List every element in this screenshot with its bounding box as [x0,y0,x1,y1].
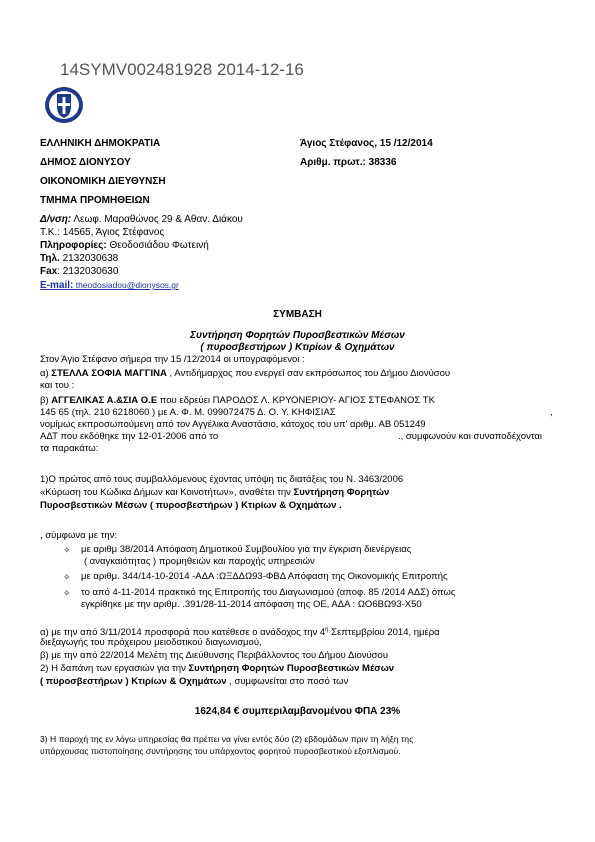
clause2-agreed: , συμφωνείται στο ποσό των [226,676,349,687]
address-value: Λεωφ. Μαραθώνος 29 & Αθαν. Διάκου [71,214,243,225]
contract-title: ΣΥΜΒΑΣΗ [273,309,322,320]
clause2-subject-cont: ( πυροσβεστήρων ) Κτιρίων & Οχημάτων [40,676,227,687]
contract-subject-line1: Συντήρηση Φορητών Πυροσβεστικών Μέσων [190,330,405,341]
basis-item-3-line2: εγκρίθηκε με την αριθμ. .391/28-11-2014 απόφαση της ΟΕ, ΑΔΑ : ΩΟ6ΒΩ93-Χ50 [81,599,422,610]
party-b-line4b: ., συμφωνούν και συναποδέχονται [398,431,543,442]
postal-code-line: Τ.Κ.: 14565, Άγιος Στέφανος [40,227,165,238]
info-label: Πληροφορίες: [40,240,107,251]
clause1-line1: 1)Ο πρώτος από τους συμβαλλόμενους έχοντας υπόψη τις διατάξεις του Ν. 3463/2006 [40,474,404,485]
info-line [40,240,209,253]
offer-superscript: η [325,627,329,633]
clause1-line2 [40,487,389,499]
basis-item-1-line2: ( αναγκαιότητας ) προμηθειών και παροχής υπηρεσιών [84,556,315,567]
fax-label: Fax [40,266,58,277]
party-a-prefix: α) [40,368,52,379]
phone-label: Τηλ. [40,253,60,264]
info-value: Θεοδοσιάδου Φωτεινή [106,240,209,251]
header-republic: ΕΛΛΗΝΙΚΗ ΔΗΜΟΚΡΑΤΙΑ [40,138,161,149]
contract-amount: 1624,84 € συμπεριλαμβανομένου ΦΠΑ 23% [194,706,401,717]
party-b-line2: 145 65 (τηλ. 210 6218060 ) με Α. Φ. Μ. 099072475 Δ. Ο. Υ. ΚΗΦΙΣΙΑΣ [40,407,336,418]
document-id: 14SYMV002481928 2014-12-16 [60,60,304,79]
header-directorate: ΟΙΚΟΝΟΜΙΚΗ ΔΙΕΥΘΥΝΣΗ [40,176,166,187]
offer-line2: διεξαγωγής του πρόχειρου μειοδοτικού διαγωνισμού, [40,637,262,648]
clause2-line1 [40,663,394,675]
phone-line [40,253,118,266]
party-b-seat: που εδρεύει ΠΑΡΟΔΟΣ Λ. ΚΡΥΟΝΕΡΙΟΥ- ΑΓΙΟΣ ΣΤΕΦΑΝΟΣ ΤΚ [157,395,435,406]
basis-item-3-line1: το από 4-11-2014 πρακτικό της Επιτροπής του Διαγωνισμού (αποφ. 85 /2014 ΑΔΣ) όπως [81,587,456,598]
party-b-line4a: ΑΔΤ που εκδόθηκε την 12-01-2006 από το [40,431,219,442]
clause2-subject: Συντήρηση Φορητών Πυροσβεστικών Μέσων [188,663,395,674]
fax-value: : 2132030630 [57,266,119,277]
clause1-law-text: «Κύρωση του Κώδικα Δήμων και Κοινοτήτων», αναθέτει την [40,487,294,498]
offer-text: α) με την από 3/11/2014 προσφορά που κατέθεσε ο ανάδοχος την 4 [40,627,326,639]
basis-item-2: με αριθμ. 344/14-10-2014 -ΑΔΑ :ΩΞΔΔΩ93-ΦΒΔ Απόφαση της Οικονομικής Επιτροπής [81,571,448,582]
study-line: β) με την από 22/2014 Μελέτη της Διεύθυνσης Περιβάλλοντος του Δήμου Διονύσου [40,650,389,661]
party-a-line2: και του : [40,380,75,391]
bullet-icon: ✧ [63,545,71,555]
address-line [40,214,243,227]
place-date: Άγιος Στέφανος, 15 /12/2014 [300,138,433,149]
party-b-line3: νομίμως εκπροσωπούμενη από τον Αγγέλικα Αναστάσιο, κάτοχος του υπ' αριθμ. ΑΒ 051249 [40,419,426,430]
email-label: E-mail: [40,280,74,291]
phone-value: 2132030638 [59,253,119,264]
header-municipality: ΔΗΜΟΣ ΔΙΟΝΥΣΟΥ [40,157,131,168]
clause2-line2 [40,676,348,688]
party-b-prefix: β) [40,395,52,406]
clause2-text: 2) Η δαπάνη των εργασιών για την [40,663,189,674]
intro-line: Στον Άγιο Στέφανο σήμερα την 15 /12/2014 οι υπογραφόμενοι : [40,354,305,365]
email-line [40,279,179,293]
basis-item-1-line1: με αριθμ 38/2014 Απόφαση Δημοτικού Συμβουλίου για την έγκριση διενέργειας [81,544,412,555]
party-a-role: , Αντιδήμαρχος που ενεργεί σαν εκπρόσωπος του Δήμου Διονύσου [166,368,451,379]
according-line: , σύμφωνα με την: [40,530,118,541]
party-a-name: ΣΤΕΛΛΑ ΣΟΦΙΑ ΜΑΓΓΙΝΑ [51,368,167,379]
fax-line [40,266,118,279]
bullet-icon: ✧ [63,588,71,598]
clause3-line1: 3) Η παροχή της εν λόγω υπηρεσίας θα πρέπει να γίνει εντός δύο (2) εβδομάδων πριν τη λήξη της [40,734,414,744]
address-label: Δ/νση: [40,214,72,225]
greek-emblem-logo [44,86,84,124]
clause1-subject: Συντήρηση Φορητών [293,487,390,498]
party-a-line [40,368,450,380]
email-link[interactable]: theodosiadou@dionysos.gr [73,280,179,290]
party-b-line2-end: , [550,407,553,418]
party-b-line5: τα παρακάτω: [40,443,99,454]
party-b-line [40,395,435,407]
offer-date-text: Σεπτεμβρίου 2014, ημέρα [328,627,440,639]
bullet-icon: ✧ [63,572,71,582]
clause1-line3: Πυροσβεστικών Μέσων ( πυροσβεστήρων ) Κτιρίων & Οχημάτων . [40,500,342,511]
contract-subject-line2: ( πυροσβεστήρων ) Κτιρίων & Οχημάτων [200,342,395,353]
header-department: ΤΜΗΜΑ ΠΡΟΜΗΘΕΙΩΝ [40,195,150,206]
party-b-name: ΑΓΓΕΛΙΚΑΣ Α.&ΣΙΑ Ο.Ε [51,395,158,406]
protocol-number: Αριθμ. πρωτ.: 38336 [300,157,397,168]
clause3-line2: υπάρχουσας πιστοποίησης συντήρησης του υπάρχοντος φορητού πυροσβεστικού εξοπλισμού. [40,746,401,756]
